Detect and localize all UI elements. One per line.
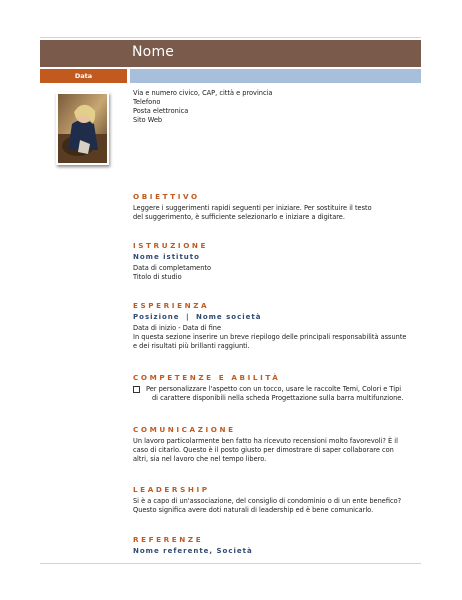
separator: |	[185, 313, 190, 321]
address[interactable]: Via e numero civico, CAP, città e provincia	[133, 89, 273, 97]
school-name[interactable]: Nome istituto	[133, 253, 200, 261]
section-title: COMUNICAZIONE	[133, 425, 236, 434]
section-title: ISTRUZIONE	[133, 241, 209, 250]
communication-text-3[interactable]: altri, sia nel lavoro che nel tempo libero.	[133, 455, 267, 463]
company[interactable]: Nome società	[195, 313, 262, 321]
email[interactable]: Posta elettronica	[133, 106, 189, 115]
profile-photo[interactable]	[56, 92, 109, 165]
leadership-text-1[interactable]: Si è a capo di un'associazione, del consiglio di condominio o di un ente benefico?	[133, 497, 402, 505]
section-title: ESPERIENZA	[133, 301, 210, 310]
communication-text-1[interactable]: Un lavoro particolarmente ben fatto ha ricevuto recensioni molto favorevoli? È il	[133, 437, 398, 445]
section-leadership	[133, 485, 423, 515]
leadership-text-2[interactable]: Questo significa avere doti naturali di leadership ed è bene comunicarlo.	[133, 506, 374, 514]
reference-name[interactable]: Nome referente, Società	[133, 547, 253, 555]
section-title: COMPETENZE E ABILITÀ	[133, 373, 281, 382]
position[interactable]: Posizione	[133, 313, 180, 321]
section-experience	[133, 301, 423, 351]
bottom-divider	[40, 563, 421, 564]
contact-info	[133, 89, 272, 125]
experience-dates[interactable]: Data di inizio - Data di fine	[133, 324, 222, 332]
position-company	[133, 313, 423, 321]
checkbox-bullet-icon	[133, 386, 140, 393]
skill-text-1[interactable]: Per personalizzare l'aspetto con un tocco, usare le raccolte Temi, Colori e Tipi	[146, 385, 402, 393]
section-title: LEADERSHIP	[133, 485, 210, 494]
skill-item	[133, 385, 423, 403]
resume-name[interactable]: Nome	[132, 44, 175, 60]
degree[interactable]: Titolo di studio	[133, 273, 182, 281]
section-title: REFERENZE	[133, 535, 204, 544]
section-objective	[133, 192, 423, 222]
section-education	[133, 241, 423, 282]
section-communication	[133, 425, 423, 464]
website[interactable]: Sito Web	[133, 115, 163, 124]
phone[interactable]: Telefono	[133, 97, 161, 106]
accent-band	[130, 69, 421, 83]
name-banner	[40, 40, 421, 67]
date-label[interactable]: Data	[40, 69, 127, 83]
section-references	[133, 535, 423, 558]
objective-text-2[interactable]: del suggerimento, è sufficiente selezionarlo e iniziare a digitare.	[133, 213, 345, 221]
communication-text-2[interactable]: caso di citarlo. Questo è il posto giusto per dimostrare di saper collaborare con	[133, 446, 394, 454]
experience-text-2[interactable]: e dei risultati più brillanti raggiunti.	[133, 342, 250, 350]
skill-text-2[interactable]: di carattere disponibili nella scheda Progettazione sulla barra multifunzione.	[152, 394, 404, 402]
experience-text-1[interactable]: In questa sezione inserire un breve riepilogo delle principali responsabilità assunte	[133, 333, 407, 341]
section-title: OBIETTIVO	[133, 192, 200, 201]
section-skills	[133, 373, 423, 403]
top-divider	[40, 37, 421, 38]
completion-date[interactable]: Data di completamento	[133, 264, 212, 272]
objective-text-1[interactable]: Leggere i suggerimenti rapidi seguenti per iniziare. Per sostituire il testo	[133, 204, 372, 212]
